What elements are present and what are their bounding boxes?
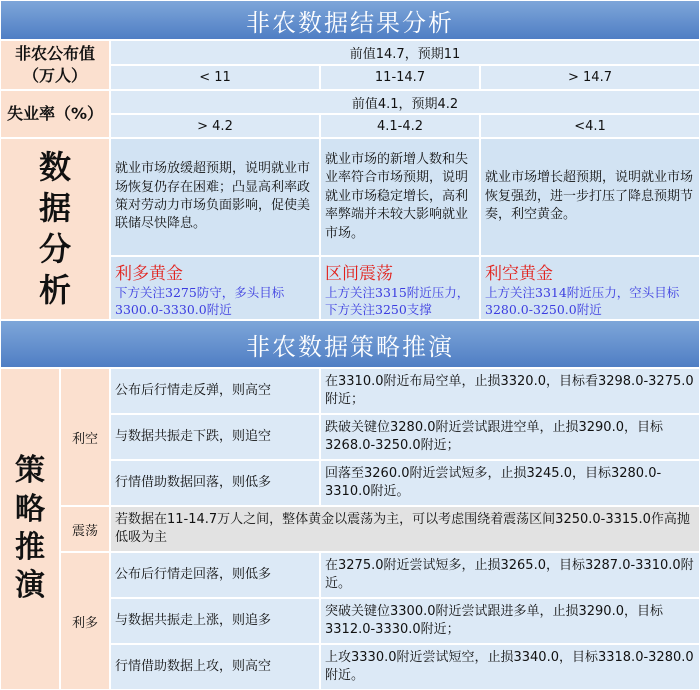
analysis-scenario-3: 就业市场增长超预期，说明就业市场恢复强劲，进一步打压了降息预期节奏，利空黄金。 bbox=[480, 138, 700, 256]
bearish-condition-1: 公布后行情走反弹，则高空 bbox=[110, 368, 320, 414]
unemployment-range-high: > 4.2 bbox=[110, 114, 320, 138]
bullish-action-2: 突破关键位3300.0附近尝试跟进多单，止损3290.0，目标3312.0-3330.0附近； bbox=[320, 598, 700, 644]
bullish-action-1: 在3275.0附近尝试短多，止损3265.0，目标3287.0-3310.0附近。 bbox=[320, 552, 700, 598]
levels-scenario-3: 上方关注3314附近压力，空头目标3280.0-3250.0附近 bbox=[485, 285, 680, 318]
strategy-title: 非农数据策略推演 bbox=[0, 320, 700, 368]
bearish-action-1: 在3310.0附近布局空单，止损3320.0，目标看3298.0-3275.0附近； bbox=[320, 368, 700, 414]
analysis-scenario-1: 就业市场放缓超预期，说明就业市场恢复仍存在困难；凸显高利率政策对劳动力市场负面影响，促使美联储尽快降息。 bbox=[110, 138, 320, 256]
verdict-bullish-gold: 利多黄金 bbox=[115, 264, 183, 284]
analysis-title: 非农数据结果分析 bbox=[0, 0, 700, 40]
bearish-condition-3: 行情借助数据回落，则低多 bbox=[110, 460, 320, 506]
verdict-cell-1 bbox=[110, 256, 320, 320]
nfp-range-mid: 11-14.7 bbox=[320, 65, 480, 90]
range-strategy-text: 若数据在11-14.7万人之间，整体黄金以震荡为主，可以考虑围绕着震荡区间3250.0-3315.0作高抛低吸为主 bbox=[110, 506, 700, 552]
nfp-label: 非农公布值 （万人） bbox=[0, 40, 110, 90]
range-label: 震荡 bbox=[60, 506, 110, 552]
strategy-label: 策 略 推 演 bbox=[0, 368, 60, 690]
unemployment-prev-forecast: 前值4.1，预期4.2 bbox=[110, 90, 700, 114]
levels-scenario-1: 下方关注3275防守，多头目标3300.0-3330.0附近 bbox=[115, 285, 285, 318]
analysis-scenario-2: 就业市场的新增人数和失业率符合市场预期，说明就业市场稳定增长，高利率弊端并未较大影响就业市场。 bbox=[320, 138, 480, 256]
bullish-label: 利多 bbox=[60, 552, 110, 690]
verdict-bearish-gold: 利空黄金 bbox=[485, 264, 553, 284]
unemployment-label: 失业率（%） bbox=[0, 90, 110, 138]
verdict-cell-3 bbox=[480, 256, 700, 320]
bullish-condition-2: 与数据共振走上涨，则追多 bbox=[110, 598, 320, 644]
bearish-condition-2: 与数据共振走下跌，则追空 bbox=[110, 414, 320, 460]
bearish-action-3: 回落至3260.0附近尝试短多，止损3245.0，目标3280.0-3310.0附近。 bbox=[320, 460, 700, 506]
bearish-action-2: 跌破关键位3280.0附近尝试跟进空单，止损3290.0，目标3268.0-3250.0附近； bbox=[320, 414, 700, 460]
unemployment-range-mid: 4.1-4.2 bbox=[320, 114, 480, 138]
analysis-label: 数 据 分 析 bbox=[0, 138, 110, 320]
nfp-range-high: > 14.7 bbox=[480, 65, 700, 90]
bullish-action-3: 上攻3330.0附近尝试短空，止损3340.0，目标3318.0-3280.0附近。 bbox=[320, 644, 700, 690]
levels-scenario-2: 上方关注3315附近压力，下方关注3250支撑 bbox=[325, 285, 470, 318]
bullish-condition-3: 行情借助数据上攻，则高空 bbox=[110, 644, 320, 690]
verdict-cell-2 bbox=[320, 256, 480, 320]
verdict-range: 区间震荡 bbox=[325, 264, 393, 284]
nfp-range-low: < 11 bbox=[110, 65, 320, 90]
nfp-prev-forecast: 前值14.7，预期11 bbox=[110, 40, 700, 65]
bearish-label: 利空 bbox=[60, 368, 110, 506]
unemployment-range-low: <4.1 bbox=[480, 114, 700, 138]
bullish-condition-1: 公布后行情走回落，则低多 bbox=[110, 552, 320, 598]
